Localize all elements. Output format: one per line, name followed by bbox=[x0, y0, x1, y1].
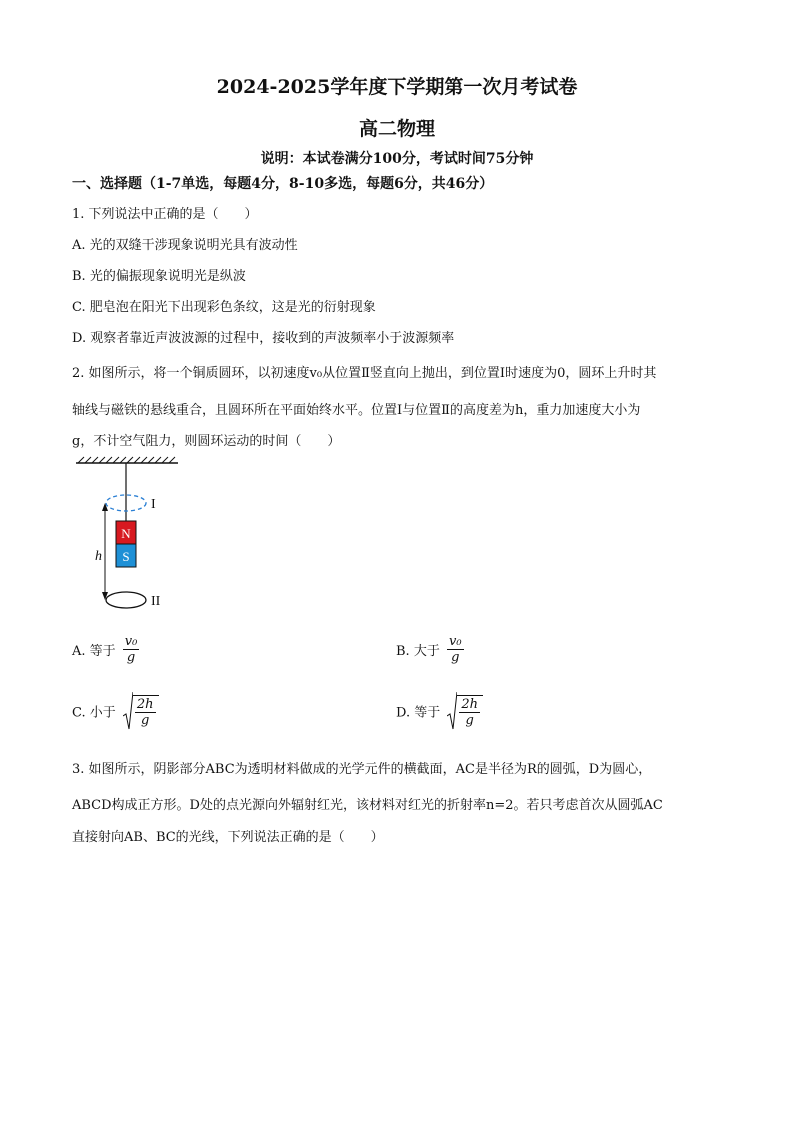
q2-option-a-label: A. 等于 bbox=[72, 644, 116, 659]
fraction-numerator: 2h bbox=[136, 696, 154, 712]
q2-option-b bbox=[396, 634, 464, 665]
q2-figure bbox=[72, 455, 192, 615]
fraction-denominator: g bbox=[465, 712, 474, 728]
fraction-2h-over-g bbox=[135, 697, 156, 728]
magnet-s-label: S bbox=[122, 549, 130, 564]
position-2-label: II bbox=[151, 594, 161, 609]
q2-option-d-label: D. 等于 bbox=[396, 705, 441, 721]
q2-option-c bbox=[72, 692, 159, 730]
exam-title: 2024-2025学年度下学期第一次月考试卷 bbox=[216, 76, 578, 98]
q1-option-b: B. 光的偏振现象说明光是纵波 bbox=[72, 269, 246, 284]
sqrt-2h-over-g bbox=[123, 692, 159, 730]
q3-line-2: ABCD构成正方形。D处的点光源向外辐射红光，该材料对红光的折射率n=2。若只考虑首次从圆弧AC bbox=[72, 798, 663, 813]
q2-option-a bbox=[72, 634, 139, 665]
ring-position-2 bbox=[106, 592, 146, 608]
q2-option-b-label: B. 大于 bbox=[396, 644, 440, 659]
height-label: h bbox=[95, 549, 102, 564]
fraction-denominator: g bbox=[141, 712, 150, 728]
q2-line-3: g，不计空气阻力，则圆环运动的时间（ ） bbox=[72, 434, 341, 449]
q1-option-a: A. 光的双缝干涉现象说明光具有波动性 bbox=[72, 238, 298, 253]
exam-note: 说明：本试卷满分100分，考试时间75分钟 bbox=[260, 151, 534, 167]
position-1-label: I bbox=[151, 497, 156, 512]
fraction-denominator: g bbox=[451, 650, 460, 665]
fraction-numerator: 2h bbox=[461, 696, 479, 712]
q2-line-1: 2. 如图所示，将一个铜质圆环，以初速度v₀从位置Ⅱ竖直向上抛出，到位置Ⅰ时速度为0，圆环上升时其 bbox=[72, 366, 657, 381]
fraction-v0-over-g bbox=[447, 634, 464, 665]
q2-option-c-label: C. 小于 bbox=[72, 705, 116, 721]
magnet-n-label: N bbox=[121, 526, 131, 541]
radical-sign-icon bbox=[447, 692, 457, 730]
height-arrow-up bbox=[102, 503, 108, 511]
q2-line-2: 轴线与磁铁的悬线重合，且圆环所在平面始终水平。位置Ⅰ与位置Ⅱ的高度差为h，重力加速度大小为 bbox=[72, 403, 641, 418]
q1-stem: 1. 下列说法中正确的是（ ） bbox=[72, 207, 258, 222]
q3-line-3: 直接射向AB、BC的光线，下列说法正确的是（ ） bbox=[72, 830, 384, 845]
fraction-2h-over-g bbox=[459, 697, 480, 728]
fraction-denominator: g bbox=[126, 650, 136, 665]
fraction-v0-over-g bbox=[123, 634, 140, 665]
radical-sign-icon bbox=[123, 692, 133, 730]
q3-line-1: 3. 如图所示，阴影部分ABC为透明材料做成的光学元件的横截面，AC是半径为R的圆弧，D为圆心， bbox=[72, 762, 652, 777]
height-arrow-down bbox=[102, 592, 108, 600]
q1-option-c: C. 肥皂泡在阳光下出现彩色条纹，这是光的衍射现象 bbox=[72, 300, 376, 315]
q2-option-d bbox=[396, 692, 483, 730]
fraction-numerator: v₀ bbox=[124, 634, 138, 649]
subject-title: 高二物理 bbox=[358, 118, 435, 140]
sqrt-2h-over-g bbox=[447, 692, 483, 730]
q1-option-d: D. 观察者靠近声波波源的过程中，接收到的声波频率小于波源频率 bbox=[72, 331, 455, 346]
ceiling-hatch bbox=[76, 457, 178, 463]
fraction-numerator: v₀ bbox=[448, 634, 462, 649]
section-heading: 一、选择题（1-7单选，每题4分，8-10多选，每题6分，共46分） bbox=[72, 176, 494, 192]
